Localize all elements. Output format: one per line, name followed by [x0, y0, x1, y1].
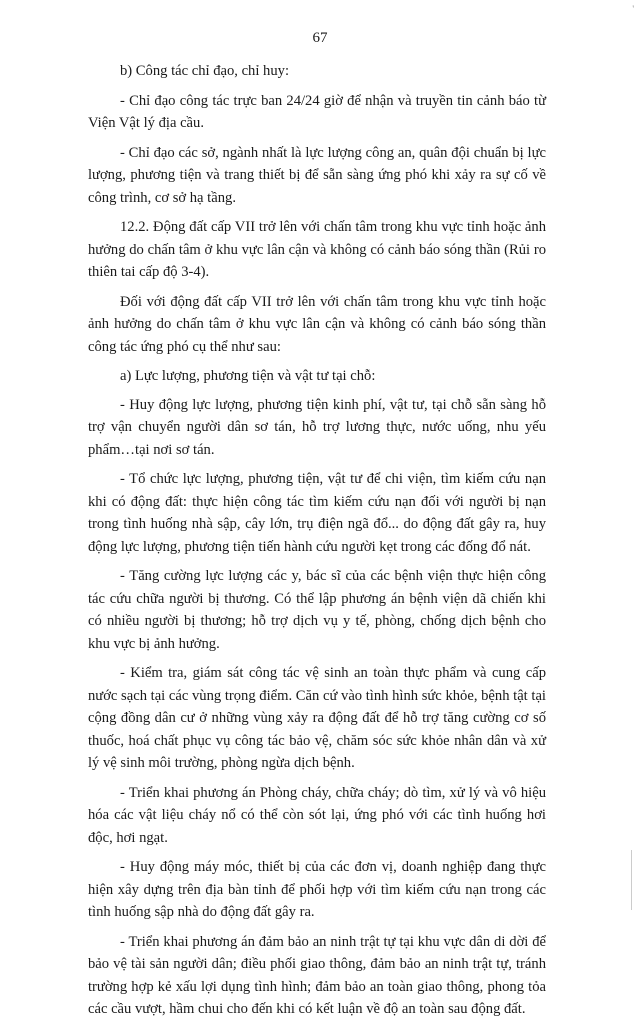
paragraph-search-rescue: - Tổ chức lực lượng, phương tiện, vật tư để chi viện, tìm kiếm cứu nạn khi có động đất: thực hiện công tác tìm kiếm cứu nạn đối với người bị nạn trong tình huống nhà sập, cây lớn, trụ điện ngã đổ... do động đất gây ra, huy động lực lượng, phương tiện tiến hành cứu người kẹt trong các đống đổ nát.	[88, 471, 546, 555]
document-body	[88, 60, 546, 1028]
paragraph-fire-prevention: - Triển khai phương án Phòng cháy, chữa cháy; dò tìm, xử lý và vô hiệu hóa các vật liệu cháy nổ có thể còn sót lại, ứng phó với các tình huống hơi độc, hơi ngạt.	[88, 784, 546, 846]
paragraph-direct-forces: - Chỉ đạo các sở, ngành nhất là lực lượng công an, quân đội chuẩn bị lực lượng, phương tiện và trang thiết bị để sẵn sàng ứng phó khi xảy ra sự cố về công trình, cơ sở hạ tầng.	[88, 144, 546, 206]
paragraph-mobilize-evacuation: - Huy động lực lượng, phương tiện kinh phí, vật tư, tại chỗ sẵn sàng hỗ trợ vận chuyển người dân sơ tán, hỗ trợ lương thực, nước uống, nhu yếu phẩm…tại nơi sơ tán.	[88, 396, 546, 458]
paragraph-duty-24h: - Chỉ đạo công tác trực ban 24/24 giờ để nhận và truyền tin cảnh báo từ Viện Vật lý địa cầu.	[88, 92, 546, 131]
section-heading-12-2: 12.2. Động đất cấp VII trở lên với chấn tâm trong khu vực tỉnh hoặc ảnh hưởng do chấn tâm ở khu vực lân cận và không có cảnh báo sóng thần (Rủi ro thiên tai cấp độ 3-4).	[88, 219, 546, 280]
paragraph-medical-support: - Tăng cường lực lượng các y, bác sĩ của các bệnh viện thực hiện công tác cứu chữa người bị thương. Có thể lập phương án bệnh viện dã chiến khi có nhiều người bị thương; hỗ trợ dịch vụ y tế, phòng, chống dịch bệnh cho khu vực bị ảnh hưởng.	[88, 568, 546, 652]
paragraph-response-intro: Đối với động đất cấp VII trở lên với chấn tâm trong khu vực tỉnh hoặc ảnh hưởng do chấn tâm ở khu vực lân cận và không có cảnh báo sóng thần công tác ứng phó cụ thể như sau:	[88, 293, 546, 355]
paragraph-security-order: - Triển khai phương án đảm bảo an ninh trật tự tại khu vực dân di dời để bảo vệ tài sản người dân; điều phối giao thông, đảm bảo an ninh trật tự, tránh trường hợp kẻ xấu lợi dụng tình hình; đảm bảo an toàn giao thông, phong tỏa các cầu vượt, hầm chui cho đến khi có kết luận về độ an toàn sau động đất.	[88, 933, 546, 1017]
paragraph-machinery: - Huy động máy móc, thiết bị của các đơn vị, doanh nghiệp đang thực hiện xây dựng trên địa bàn tỉnh để phối hợp với tìm kiếm cứu nạn trong các tình huống sập nhà do động đất gây ra.	[88, 859, 546, 920]
page-number: 67	[312, 30, 328, 46]
scan-corner-mark: '	[632, 4, 634, 14]
subsection-heading-local-forces: a) Lực lượng, phương tiện và vật tư tại chỗ:	[120, 368, 376, 384]
paragraph-food-safety: - Kiểm tra, giám sát công tác vệ sinh an toàn thực phẩm và cung cấp nước sạch tại các vùng trọng điểm. Căn cứ vào tình hình sức khỏe, bệnh tật tại cộng đồng dân cư ở những vùng xảy ra động đất để hỗ trợ tăng cường cơ số thuốc, hoá chất phục vụ công tác bảo vệ, chăm sóc sức khỏe nhân dân và xử lý vệ sinh môi trường, phòng ngừa dịch bệnh.	[88, 665, 546, 771]
section-heading-command: b) Công tác chỉ đạo, chỉ huy:	[120, 63, 290, 79]
scan-edge-line	[631, 850, 632, 910]
